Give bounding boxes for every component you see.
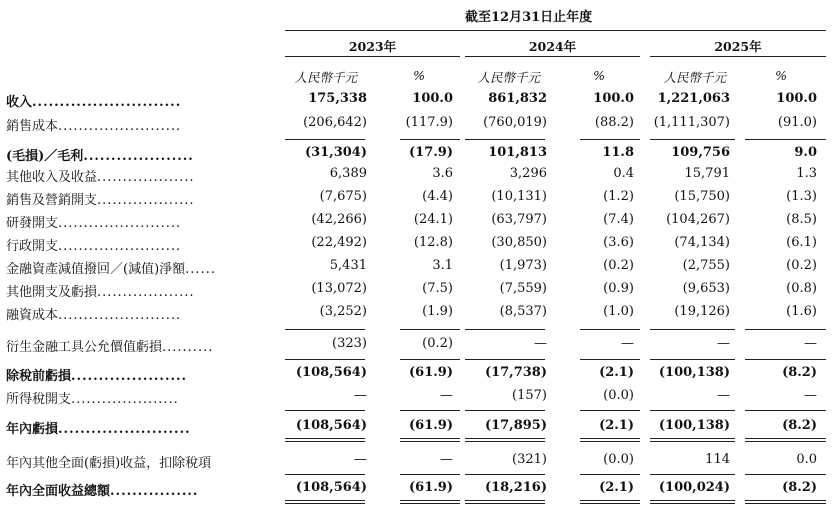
- table-cell: (8.2): [782, 480, 817, 495]
- table-cell: (108,564): [295, 480, 367, 495]
- table-cell: (30,850): [491, 235, 547, 250]
- total-double-rule: [285, 441, 365, 442]
- table-cell: —: [804, 336, 817, 351]
- table-cell: —: [354, 388, 367, 403]
- row-label-text: 年內虧損: [6, 422, 59, 437]
- row-label-text: 研發開支: [6, 216, 59, 231]
- table-cell: 3.1: [432, 258, 453, 273]
- row-label: [6, 145, 194, 164]
- subtotal-rule: [580, 410, 640, 411]
- total-double-rule: [745, 503, 826, 504]
- row-label: [6, 115, 181, 134]
- row-label-text: 金融資產減值撥回／(減值)淨額: [6, 262, 186, 277]
- subtotal-rule: [465, 329, 545, 330]
- row-label-text: 年內其他全面(虧損)收益，扣除稅項: [6, 456, 212, 471]
- row-label-text: 銷售及營銷開支: [6, 193, 98, 208]
- subtotal-rule: [580, 474, 640, 475]
- subtotal-rule: [400, 474, 460, 475]
- table-cell: (24.1): [413, 212, 453, 227]
- table-cell: (42,266): [311, 212, 367, 227]
- table-cell: (0.2): [422, 336, 453, 351]
- row-label-text: 行政開支: [6, 239, 59, 254]
- leader-dots: ..........: [162, 340, 214, 355]
- table-cell: (760,019): [483, 115, 547, 130]
- subtotal-rule: [285, 359, 365, 360]
- table-cell: 5,431: [329, 258, 367, 273]
- table-cell: (17,738): [484, 365, 547, 380]
- subtotal-rule: [650, 410, 735, 411]
- table-cell: —: [440, 452, 453, 467]
- table-cell: —: [534, 336, 547, 351]
- table-cell: 100.0: [776, 91, 817, 106]
- row-label: [6, 365, 187, 384]
- total-double-rule: [285, 500, 365, 501]
- row-label-text: (毛損)／毛利: [6, 149, 84, 164]
- header-rule: [285, 30, 826, 31]
- table-cell: (1.9): [422, 304, 453, 319]
- table-cell: (206,642): [303, 115, 367, 130]
- table-cell: (1.2): [603, 189, 634, 204]
- leader-dots: ........................: [58, 119, 182, 134]
- table-cell: —: [440, 388, 453, 403]
- table-cell: (10,131): [491, 189, 547, 204]
- table-cell: (88.2): [594, 115, 634, 130]
- subtotal-rule: [465, 410, 545, 411]
- total-double-rule: [580, 441, 640, 442]
- table-cell: (1.3): [786, 189, 817, 204]
- table-cell: 0.4: [613, 166, 634, 181]
- table-cell: (7,675): [319, 189, 367, 204]
- table-cell: 109,756: [671, 145, 730, 160]
- row-label-text: 除稅前虧損: [6, 369, 72, 384]
- row-label: [6, 258, 216, 277]
- total-double-rule: [465, 503, 545, 504]
- subtotal-rule: [650, 329, 735, 330]
- row-label-text: 收入: [6, 95, 33, 110]
- total-double-rule: [465, 500, 545, 501]
- table-cell: (7.5): [422, 281, 453, 296]
- subtotal-rule: [465, 474, 545, 475]
- year-rule-2025: [650, 56, 826, 57]
- table-cell: (17,895): [484, 418, 547, 433]
- table-cell: (1.6): [786, 304, 817, 319]
- subtotal-rule: [745, 329, 826, 330]
- table-cell: 114: [705, 452, 730, 467]
- subtotal-rule: [465, 139, 545, 140]
- table-cell: (61.9): [409, 365, 453, 380]
- total-double-rule: [400, 500, 460, 501]
- subtotal-rule: [580, 329, 640, 330]
- total-double-rule: [745, 441, 826, 442]
- subtotal-rule: [745, 139, 826, 140]
- table-cell: 175,338: [308, 91, 367, 106]
- year-rule-2023: [285, 56, 460, 57]
- table-cell: (100,138): [658, 418, 730, 433]
- subtotal-rule: [745, 359, 826, 360]
- table-cell: 101,813: [488, 145, 547, 160]
- total-double-rule: [745, 438, 826, 439]
- subtotal-rule: [285, 410, 365, 411]
- table-cell: (17.9): [409, 145, 453, 160]
- total-double-rule: [650, 438, 735, 439]
- table-cell: (8,537): [499, 304, 547, 319]
- table-cell: (1,111,307): [653, 115, 730, 130]
- row-label: [6, 388, 179, 407]
- table-cell: (7,559): [499, 281, 547, 296]
- leader-dots: ................: [110, 484, 199, 499]
- subtotal-rule: [650, 474, 735, 475]
- table-cell: —: [804, 388, 817, 403]
- total-double-rule: [650, 503, 735, 504]
- row-label: [6, 281, 195, 300]
- leader-dots: .....................: [71, 392, 179, 407]
- total-double-rule: [465, 441, 545, 442]
- row-label: [6, 336, 213, 355]
- table-cell: 15,791: [684, 166, 730, 181]
- unit-amount-2025: 人民幣千元: [663, 70, 726, 85]
- leader-dots: .....................: [71, 369, 188, 384]
- table-cell: 6,389: [329, 166, 367, 181]
- row-label: [6, 304, 181, 323]
- subtotal-rule: [285, 329, 365, 330]
- total-double-rule: [580, 500, 640, 501]
- table-cell: 1,221,063: [657, 91, 730, 106]
- table-cell: (1,973): [499, 258, 547, 273]
- unit-amount-2023: 人民幣千元: [294, 70, 357, 85]
- table-cell: 1.3: [796, 166, 817, 181]
- subtotal-rule: [650, 359, 735, 360]
- total-double-rule: [580, 503, 640, 504]
- table-cell: (31,304): [304, 145, 367, 160]
- unit-pct-2025: %: [775, 68, 787, 83]
- total-double-rule: [400, 441, 460, 442]
- table-cell: (0.9): [603, 281, 634, 296]
- table-cell: 100.0: [593, 91, 634, 106]
- table-cell: (2.1): [599, 480, 634, 495]
- leader-dots: ........................: [58, 216, 182, 231]
- leader-dots: ........................: [58, 308, 182, 323]
- subtotal-rule: [745, 410, 826, 411]
- unit-pct-2023: %: [413, 68, 425, 83]
- table-cell: (63,797): [491, 212, 547, 227]
- row-label-text: 其他收入及收益: [6, 170, 98, 185]
- total-double-rule: [285, 503, 365, 504]
- subtotal-rule: [745, 474, 826, 475]
- row-label-text: 衍生金融工具公允價值虧損: [6, 340, 163, 355]
- row-label-text: 所得稅開支: [6, 392, 72, 407]
- row-label-text: 年內全面收益總額: [6, 484, 111, 499]
- year-2025-header: 2025年: [714, 39, 762, 54]
- subtotal-rule: [400, 329, 460, 330]
- year-2024-header: 2024年: [528, 39, 577, 54]
- table-cell: (22,492): [311, 235, 367, 250]
- total-double-rule: [465, 438, 545, 439]
- row-label: [6, 418, 191, 437]
- total-double-rule: [650, 500, 735, 501]
- table-cell: (91.0): [777, 115, 817, 130]
- total-double-rule: [580, 438, 640, 439]
- table-cell: (0.8): [786, 281, 817, 296]
- table-cell: (3.6): [603, 235, 634, 250]
- table-cell: (8.2): [782, 418, 817, 433]
- year-2023-header: 2023年: [348, 39, 397, 54]
- leader-dots: ...................: [97, 285, 195, 300]
- table-cell: (4.4): [422, 189, 453, 204]
- subtotal-rule: [285, 139, 365, 140]
- table-cell: —: [354, 452, 367, 467]
- table-cell: 3,296: [509, 166, 547, 181]
- table-cell: (74,134): [674, 235, 730, 250]
- unit-amount-2024: 人民幣千元: [477, 70, 540, 85]
- period-header: 截至12月31日止年度: [465, 10, 593, 25]
- table-cell: (61.9): [409, 418, 453, 433]
- subtotal-rule: [400, 359, 460, 360]
- total-double-rule: [650, 441, 735, 442]
- table-cell: (2.1): [599, 365, 634, 380]
- table-cell: (18,216): [484, 480, 547, 495]
- table-cell: (6.1): [786, 235, 817, 250]
- row-label: [6, 91, 181, 110]
- table-cell: (7.4): [603, 212, 634, 227]
- row-label: [6, 212, 181, 231]
- leader-dots: ...................: [97, 170, 195, 185]
- table-cell: (323): [332, 336, 367, 351]
- table-cell: —: [621, 336, 634, 351]
- row-label-text: 融資成本: [6, 308, 59, 323]
- row-label: [6, 235, 181, 254]
- row-label-text: 銷售成本: [6, 119, 59, 134]
- total-double-rule: [285, 438, 365, 439]
- table-cell: (2.1): [599, 418, 634, 433]
- table-cell: 11.8: [602, 145, 634, 160]
- table-cell: (8.2): [782, 365, 817, 380]
- table-cell: (100,138): [658, 365, 730, 380]
- table-cell: (0.0): [603, 388, 634, 403]
- table-cell: (108,564): [295, 365, 367, 380]
- row-label: [6, 452, 211, 471]
- table-cell: (108,564): [295, 418, 367, 433]
- leader-dots: ........................: [58, 239, 182, 254]
- table-cell: (3,252): [319, 304, 367, 319]
- table-cell: (0.2): [786, 258, 817, 273]
- leader-dots: ........................: [58, 422, 191, 437]
- table-cell: (9,653): [682, 281, 730, 296]
- table-cell: 861,832: [488, 91, 547, 106]
- table-cell: (104,267): [666, 212, 730, 227]
- total-double-rule: [400, 503, 460, 504]
- subtotal-rule: [465, 359, 545, 360]
- total-double-rule: [745, 500, 826, 501]
- table-cell: (15,750): [674, 189, 730, 204]
- table-cell: (157): [512, 388, 547, 403]
- year-rule-2024: [465, 56, 640, 57]
- table-cell: —: [717, 388, 730, 403]
- row-label: [6, 166, 195, 185]
- total-double-rule: [400, 438, 460, 439]
- table-cell: (13,072): [311, 281, 367, 296]
- leader-dots: ...................: [97, 193, 195, 208]
- row-label-text: 其他開支及虧損: [6, 285, 98, 300]
- row-label: [6, 189, 195, 208]
- leader-dots: ...........................: [32, 95, 182, 110]
- subtotal-rule: [285, 474, 365, 475]
- unit-pct-2024: %: [593, 68, 605, 83]
- subtotal-rule: [580, 139, 640, 140]
- table-cell: (12.8): [413, 235, 453, 250]
- leader-dots: ......: [185, 262, 216, 277]
- subtotal-rule: [580, 359, 640, 360]
- table-cell: (1.0): [603, 304, 634, 319]
- table-cell: (19,126): [674, 304, 730, 319]
- subtotal-rule: [650, 139, 735, 140]
- table-cell: —: [717, 336, 730, 351]
- table-cell: (0.2): [603, 258, 634, 273]
- table-cell: 3.6: [432, 166, 453, 181]
- subtotal-rule: [400, 139, 460, 140]
- table-cell: (0.0): [603, 452, 634, 467]
- table-cell: (61.9): [409, 480, 453, 495]
- table-cell: 100.0: [412, 91, 453, 106]
- table-cell: (100,024): [658, 480, 730, 495]
- table-cell: (8.5): [786, 212, 817, 227]
- table-cell: 9.0: [794, 145, 817, 160]
- table-cell: 0.0: [796, 452, 817, 467]
- subtotal-rule: [400, 410, 460, 411]
- table-cell: (321): [512, 452, 547, 467]
- leader-dots: ....................: [83, 149, 194, 164]
- row-label: [6, 480, 198, 499]
- table-cell: (117.9): [405, 115, 453, 130]
- table-cell: (2,755): [682, 258, 730, 273]
